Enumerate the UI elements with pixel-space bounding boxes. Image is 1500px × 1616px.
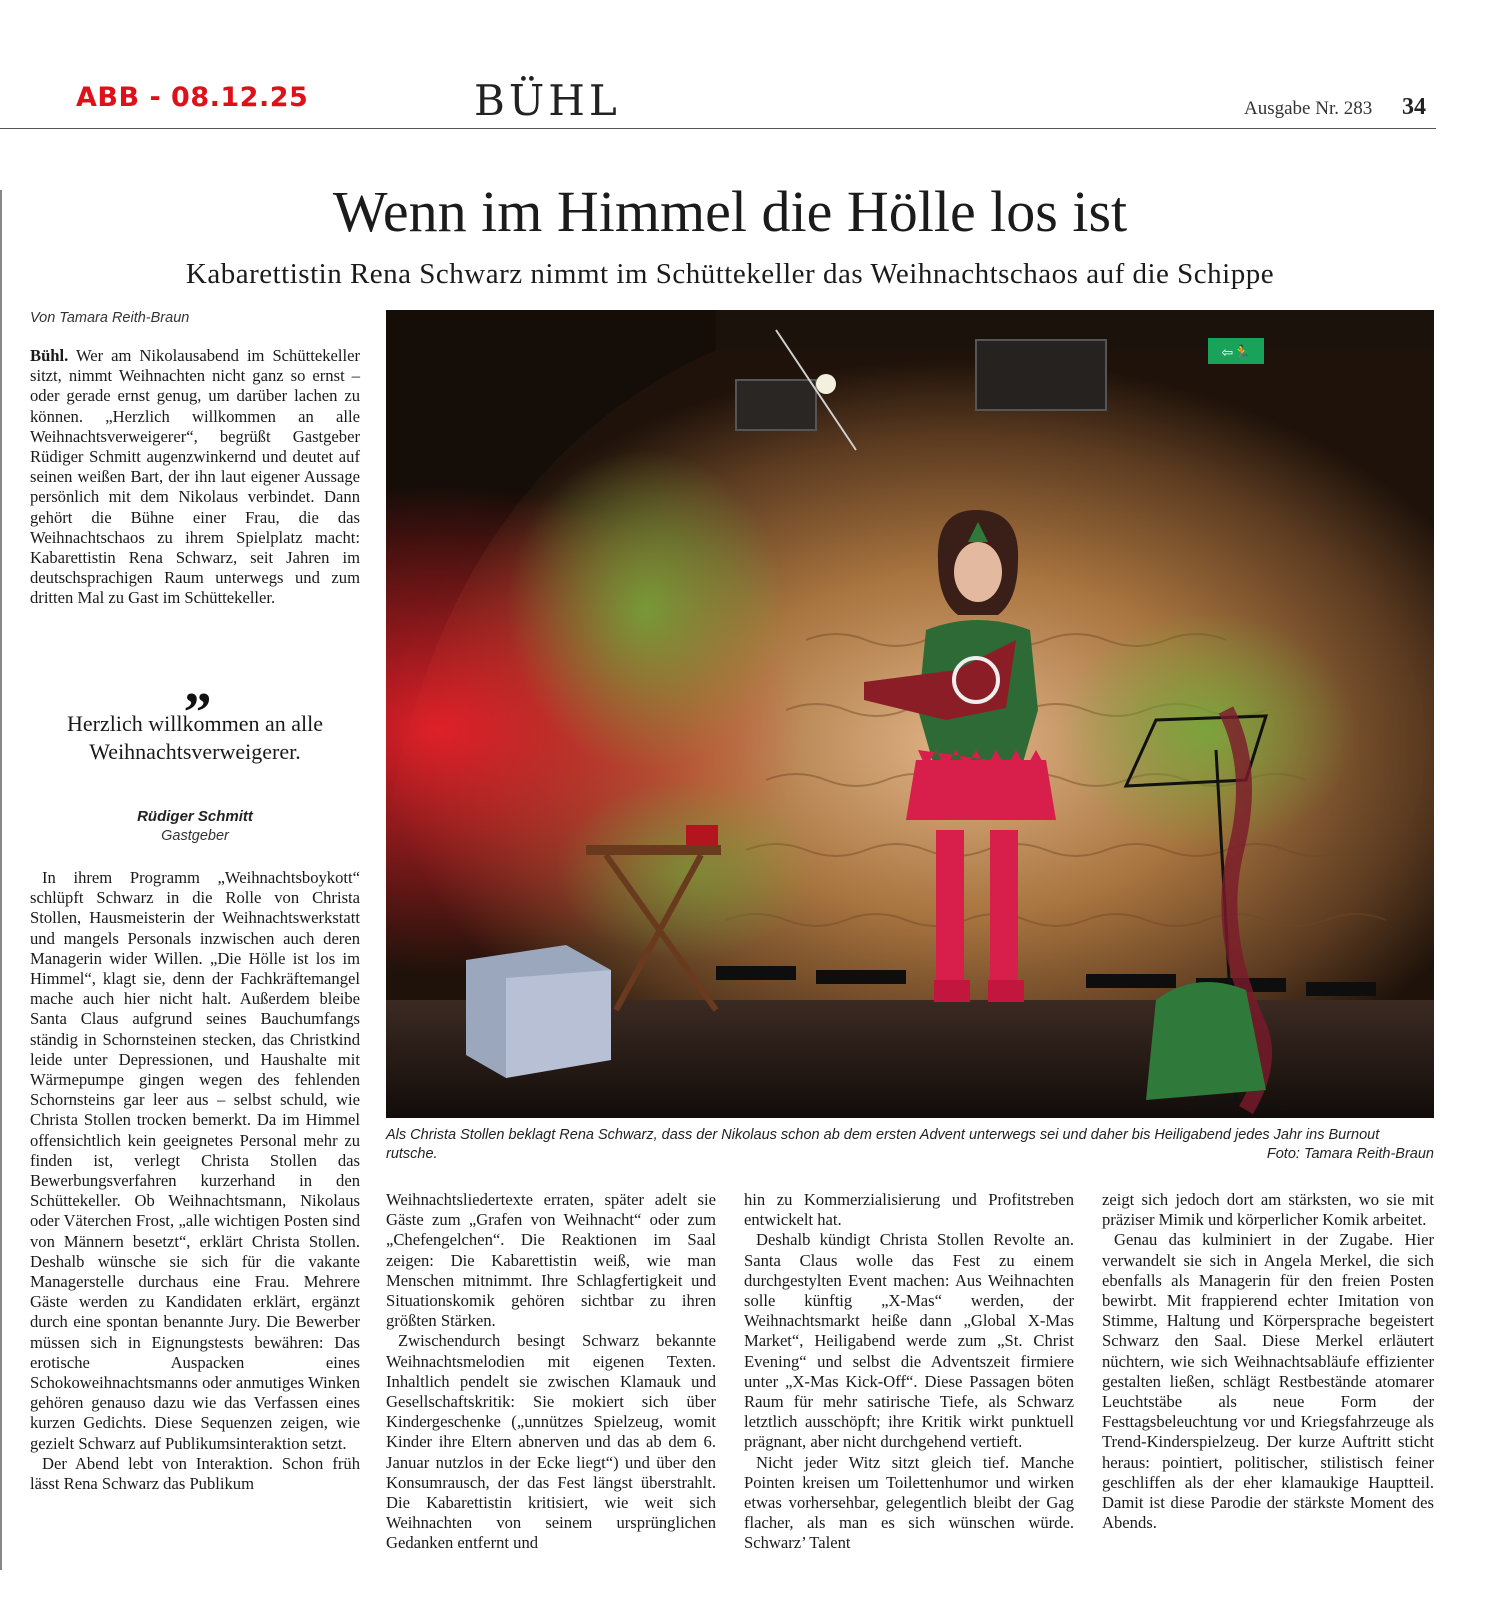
page-number: 34 bbox=[1402, 94, 1426, 120]
article-column-3 bbox=[744, 1190, 1074, 1554]
pull-quote-author: Rüdiger Schmitt bbox=[137, 808, 253, 825]
page-edge-line bbox=[0, 190, 2, 1570]
pull-quote-role: Gastgeber bbox=[161, 828, 229, 844]
issue-number: Ausgabe Nr. 283 bbox=[1244, 98, 1373, 119]
exit-sign-symbol: ⇦🏃 bbox=[1221, 345, 1251, 361]
lead-column bbox=[30, 346, 360, 609]
archive-date-stamp: ABB - 08.12.25 bbox=[76, 82, 309, 113]
article-photo bbox=[386, 310, 1434, 1118]
photo-caption: Als Christa Stollen beklagt Rena Schwarz, dass der Nikolaus schon ab dem ersten Advent unterwegs sei und daher bis Heiligabend jedes Jahr ins Burnout rutsche. bbox=[386, 1127, 1380, 1162]
section-title: BÜHL bbox=[474, 76, 621, 125]
dateline: Bühl. bbox=[30, 346, 69, 365]
quote-mark: „ bbox=[184, 653, 212, 715]
paragraph: In ihrem Programm „Weihnachtsboykott“ schlüpft Schwarz in die Rolle von Christa Stollen, Hausmeisterin der Weihnachtswerkstatt und mangels Personals inzwischen auch deren Managerin wider Willen. „Die Hölle ist los im Himmel“, klagt sie, denn der Fachkräftemangel mache auch hier nicht halt. Außerdem bleibe Santa Claus aufgrund seines Bauchumfangs ständig in Schornsteinen stecken, das Christkind leide unter Depressionen, und Haushalte mit Wärmepumpe gingen wegen des fehlenden Schornsteins gar leer aus – selbst schuld, wie Christa Stollen trocken bemerkt. Da im Himmel offensichtlich kein geeignetes Personal mehr zu finden ist, verlegt Christa Stollen das Bewerbungsverfahren kurzerhand in den Schüttekeller. Ob Weihnachtsmann, Nikolaus oder Väterchen Frost, „alle wichtigen Posten sind von Männern besetzt“, erklärt Christa Stollen. Deshalb wünsche sie sich für die vakante Managerstelle durchaus eine Frau. Mehrere Gäste werden zu Kandidaten erklärt, ergänzt durch eine spontan benannte Jury. Die Bewerber müssen sich in Eignungstests bewähren: Das erotische Auspacken eines Schokoweihnachtsmanns oder anmutiges Winken gehören genauso dazu wie das Verfassen eines kurzen Gedichts. Diese Sequenzen zeigen, wie gezielt Schwarz auf Publikumsinteraktion setzt. bbox=[30, 868, 360, 1453]
article-headline: Wenn im Himmel die Hölle los ist bbox=[332, 179, 1128, 244]
stage-photo-illustration bbox=[386, 310, 1434, 1118]
paragraph: Deshalb kündigt Christa Stollen Revolte an. Santa Claus wolle das Fest zu einem durchgestylten Event machen: Aus Weihnachten solle künftig „X-Mas“ werden, der Weihnachtsmarkt heiße dann „Global X-Mas Market“, Heiligabend werde zum „St. Christ Evening“ und selbst die Adventszeit firmiere unter „X-Mas Kick-Off“. Diese Passagen böten Raum für mehr satirische Tiefe, als Schwarz letztlich ausschöpft; ihre Kritik wirkt punktuell prägnant, aber nicht durchgehend vertieft. bbox=[744, 1230, 1074, 1452]
paragraph: hin zu Kommerzialisierung und Profitstreben entwickelt hat. bbox=[744, 1190, 1074, 1230]
paragraph: Nicht jeder Witz sitzt gleich tief. Manche Pointen kreisen um Toilettenhumor und wirken etwas vorhersehbar, gelegentlich bleibt der Gag flacher, als man es sich wünschen würde. Schwarz’ Talent bbox=[744, 1452, 1074, 1553]
lead-paragraph bbox=[30, 346, 360, 609]
lead-text: Wer am Nikolausabend im Schüttekeller sitzt, nimmt Weihnachten nicht ganz so ernst – oder gerade ernst genug, um darüber lachen zu können. „Herzlich willkommen an alle Weihnachtsverweigerer“, begrüßt Gastgeber Rüdiger Schmitt augenzwinkernd und deutet auf seinen weißen Bart, der ihn laut eigener Aussage persönlich mit dem Nikolaus verbindet. Dann gehört die Bühne einer Frau, die das Weihnachtschaos zu ihrem Spielplatz macht: Kabarettistin Rena Schwarz, seit Jahren im deutschsprachigen Raum unterwegs und zum dritten Mal zu Gast im Schüttekeller. bbox=[30, 346, 360, 608]
pull-quote-text: Herzlich willkommen an alle Weihnachtsverweigerer. bbox=[67, 711, 323, 764]
article-column-2 bbox=[386, 1190, 716, 1554]
article-column-4 bbox=[1102, 1190, 1434, 1533]
paragraph: Weihnachtsliedertexte erraten, später adelt sie Gäste zum „Grafen von Weihnacht“ oder zum „Chefengelchen“. Die Reaktionen im Saal zeigen: Die Kabarettistin weiß, wie man Menschen mitnimmt. Ihre Schlagfertigkeit und Situationskomik gehören sichtbar zu ihren größten Stärken. bbox=[386, 1190, 716, 1331]
paragraph: zeigt sich jedoch dort am stärksten, wo sie mit präziser Mimik und körperlicher Komik arbeitet. bbox=[1102, 1190, 1434, 1230]
article-subheadline: Kabarettistin Rena Schwarz nimmt im Schüttekeller das Weihnachtschaos auf die Schippe bbox=[185, 258, 1275, 290]
header-rule bbox=[0, 128, 1436, 129]
byline: Von Tamara Reith-Braun bbox=[30, 310, 190, 326]
photo-credit: Foto: Tamara Reith-Braun bbox=[1266, 1146, 1434, 1162]
paragraph: Genau das kulminiert in der Zugabe. Hier verwandelt sie sich in Angela Merkel, die sich ebenfalls als Managerin für den freien Posten bewirbt. Mit frappierend echter Imitation von Stimme, Haltung und Körpersprache begeistert Schwarz den Saal. Diese Merkel erläutert nüchtern, wie sich Weihnachtsabläufe effizienter gestalten ließen, schlägt Restbestände atomarer Leuchtstäbe als neue Form der Festtagsbeleuchtung vor und Kriegsfahrzeuge als Trend-Kinderspielzeug. Der kurze Auftritt sticht heraus: pointiert, politischer, stilistisch feiner geschliffen als der eher klamaukige Hauptteil. Damit ist diese Parodie der stärkste Moment des Abends. bbox=[1102, 1230, 1434, 1533]
paragraph: Der Abend lebt von Interaktion. Schon früh lässt Rena Schwarz das Publikum bbox=[30, 1453, 360, 1494]
paragraph: Zwischendurch besingt Schwarz bekannte Weihnachtsmelodien mit eigenen Texten. Inhaltlich pendelt sie zwischen Klamauk und Gesellschaftskritik: Sie mokiert sich über Kindergeschenke („unnützes Spielzeug, womit Kinder ihre Eltern abnerven und das ab dem 6. Januar nutzlos in der Ecke liegt“) und über den Konsumrausch, der das Fest längst überstrahlt. Die Kabarettistin kritisiert, wie weit sich Weihnachten von seinem ursprünglichen Gedanken entfernt und bbox=[386, 1331, 716, 1553]
article-column-1 bbox=[30, 868, 360, 1494]
